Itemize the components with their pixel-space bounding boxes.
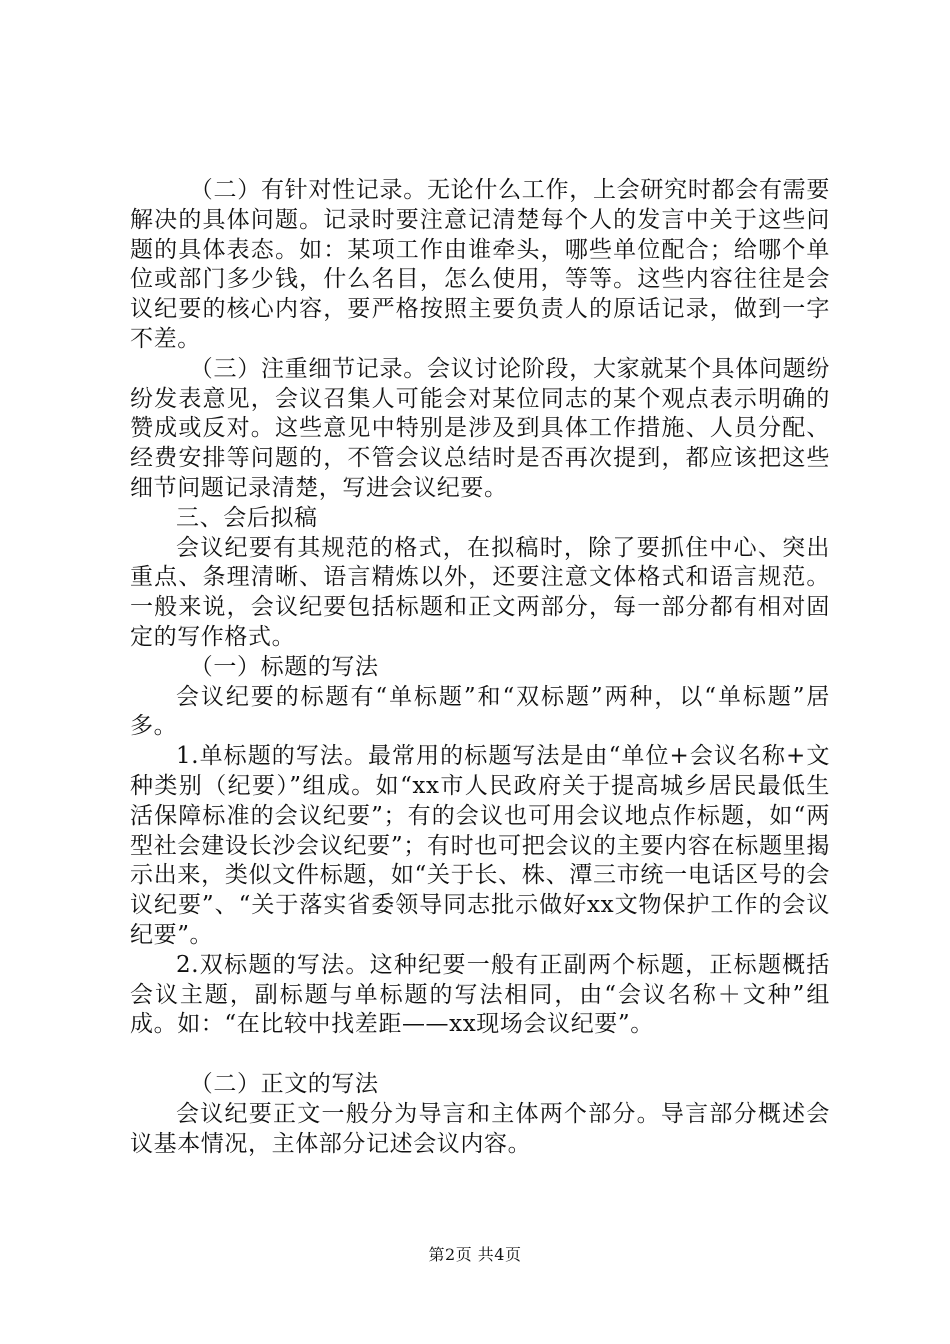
document-body — [130, 176, 830, 1160]
paragraph-title-types: 会议纪要的标题有“单标题”和“双标题”两种，以“单标题”居多。 — [130, 683, 830, 740]
subheading-title-writing: （一）标题的写法 — [189, 653, 379, 680]
subheading-body-writing: （二）正文的写法 — [189, 1071, 379, 1098]
paragraph-detail-recording: （三）注重细节记录。会议讨论阶段，大家就某个具体问题纷纷发表意见，会议召集人可能会对某位同志的某个观点表示明确的赞成或反对。这些意见中特别是涉及到具体工作措施、人员分配、经费安排等问题的，不管会议总结时是否再次提到，都应该把这些细节问题记录清楚，写进会议纪要。 — [130, 355, 830, 501]
paragraph-single-title: 1.单标题的写法。最常用的标题写法是由“单位+会议名称+文种类别（纪要）”组成。如“xx市人民政府关于提高城乡居民最低生活保障标准的会议纪要”；有的会议也可用会议地点作标题，如“两型社会建设长沙会议纪要”；有时也可把会议的主要内容在标题里揭示出来，类似文件标题，如“关于长、株、潭三市统一电话区号的会议纪要”、“关于落实省委领导同志批示做好xx文物保护工作的会议纪要”。 — [130, 743, 830, 948]
paragraph-body-structure: 会议纪要正文一般分为导言和主体两个部分。导言部分概述会议基本情况，主体部分记述会议内容。 — [130, 1100, 830, 1157]
page-number-footer: 第2页 共4页 — [428, 1245, 522, 1264]
section-heading-drafting: 三、会后拟稿 — [176, 504, 318, 531]
paragraph-targeted-recording: （二）有针对性记录。无论什么工作，上会研究时都会有需要解决的具体问题。记录时要注意记清楚每个人的发言中关于这些问题的具体表态。如：某项工作由谁牵头，哪些单位配合；给哪个单位或部门多少钱，什么名目，怎么使用，等等。这些内容往往是会议纪要的核心内容，要严格按照主要负责人的原话记录，做到一字不差。 — [130, 177, 830, 352]
paragraph-double-title: 2.双标题的写法。这种纪要一般有正副两个标题，正标题概括会议主题，副标题与单标题的写法相同，由“会议名称＋文种”组成。如：“在比较中找差距——xx现场会议纪要”。 — [130, 951, 830, 1038]
paragraph-format-overview: 会议纪要有其规范的格式，在拟稿时，除了要抓住中心、突出重点、条理清晰、语言精炼以外，还要注意文体格式和语言规范。一般来说，会议纪要包括标题和正文两部分，每一部分都有相对固定的写作格式。 — [130, 534, 830, 650]
